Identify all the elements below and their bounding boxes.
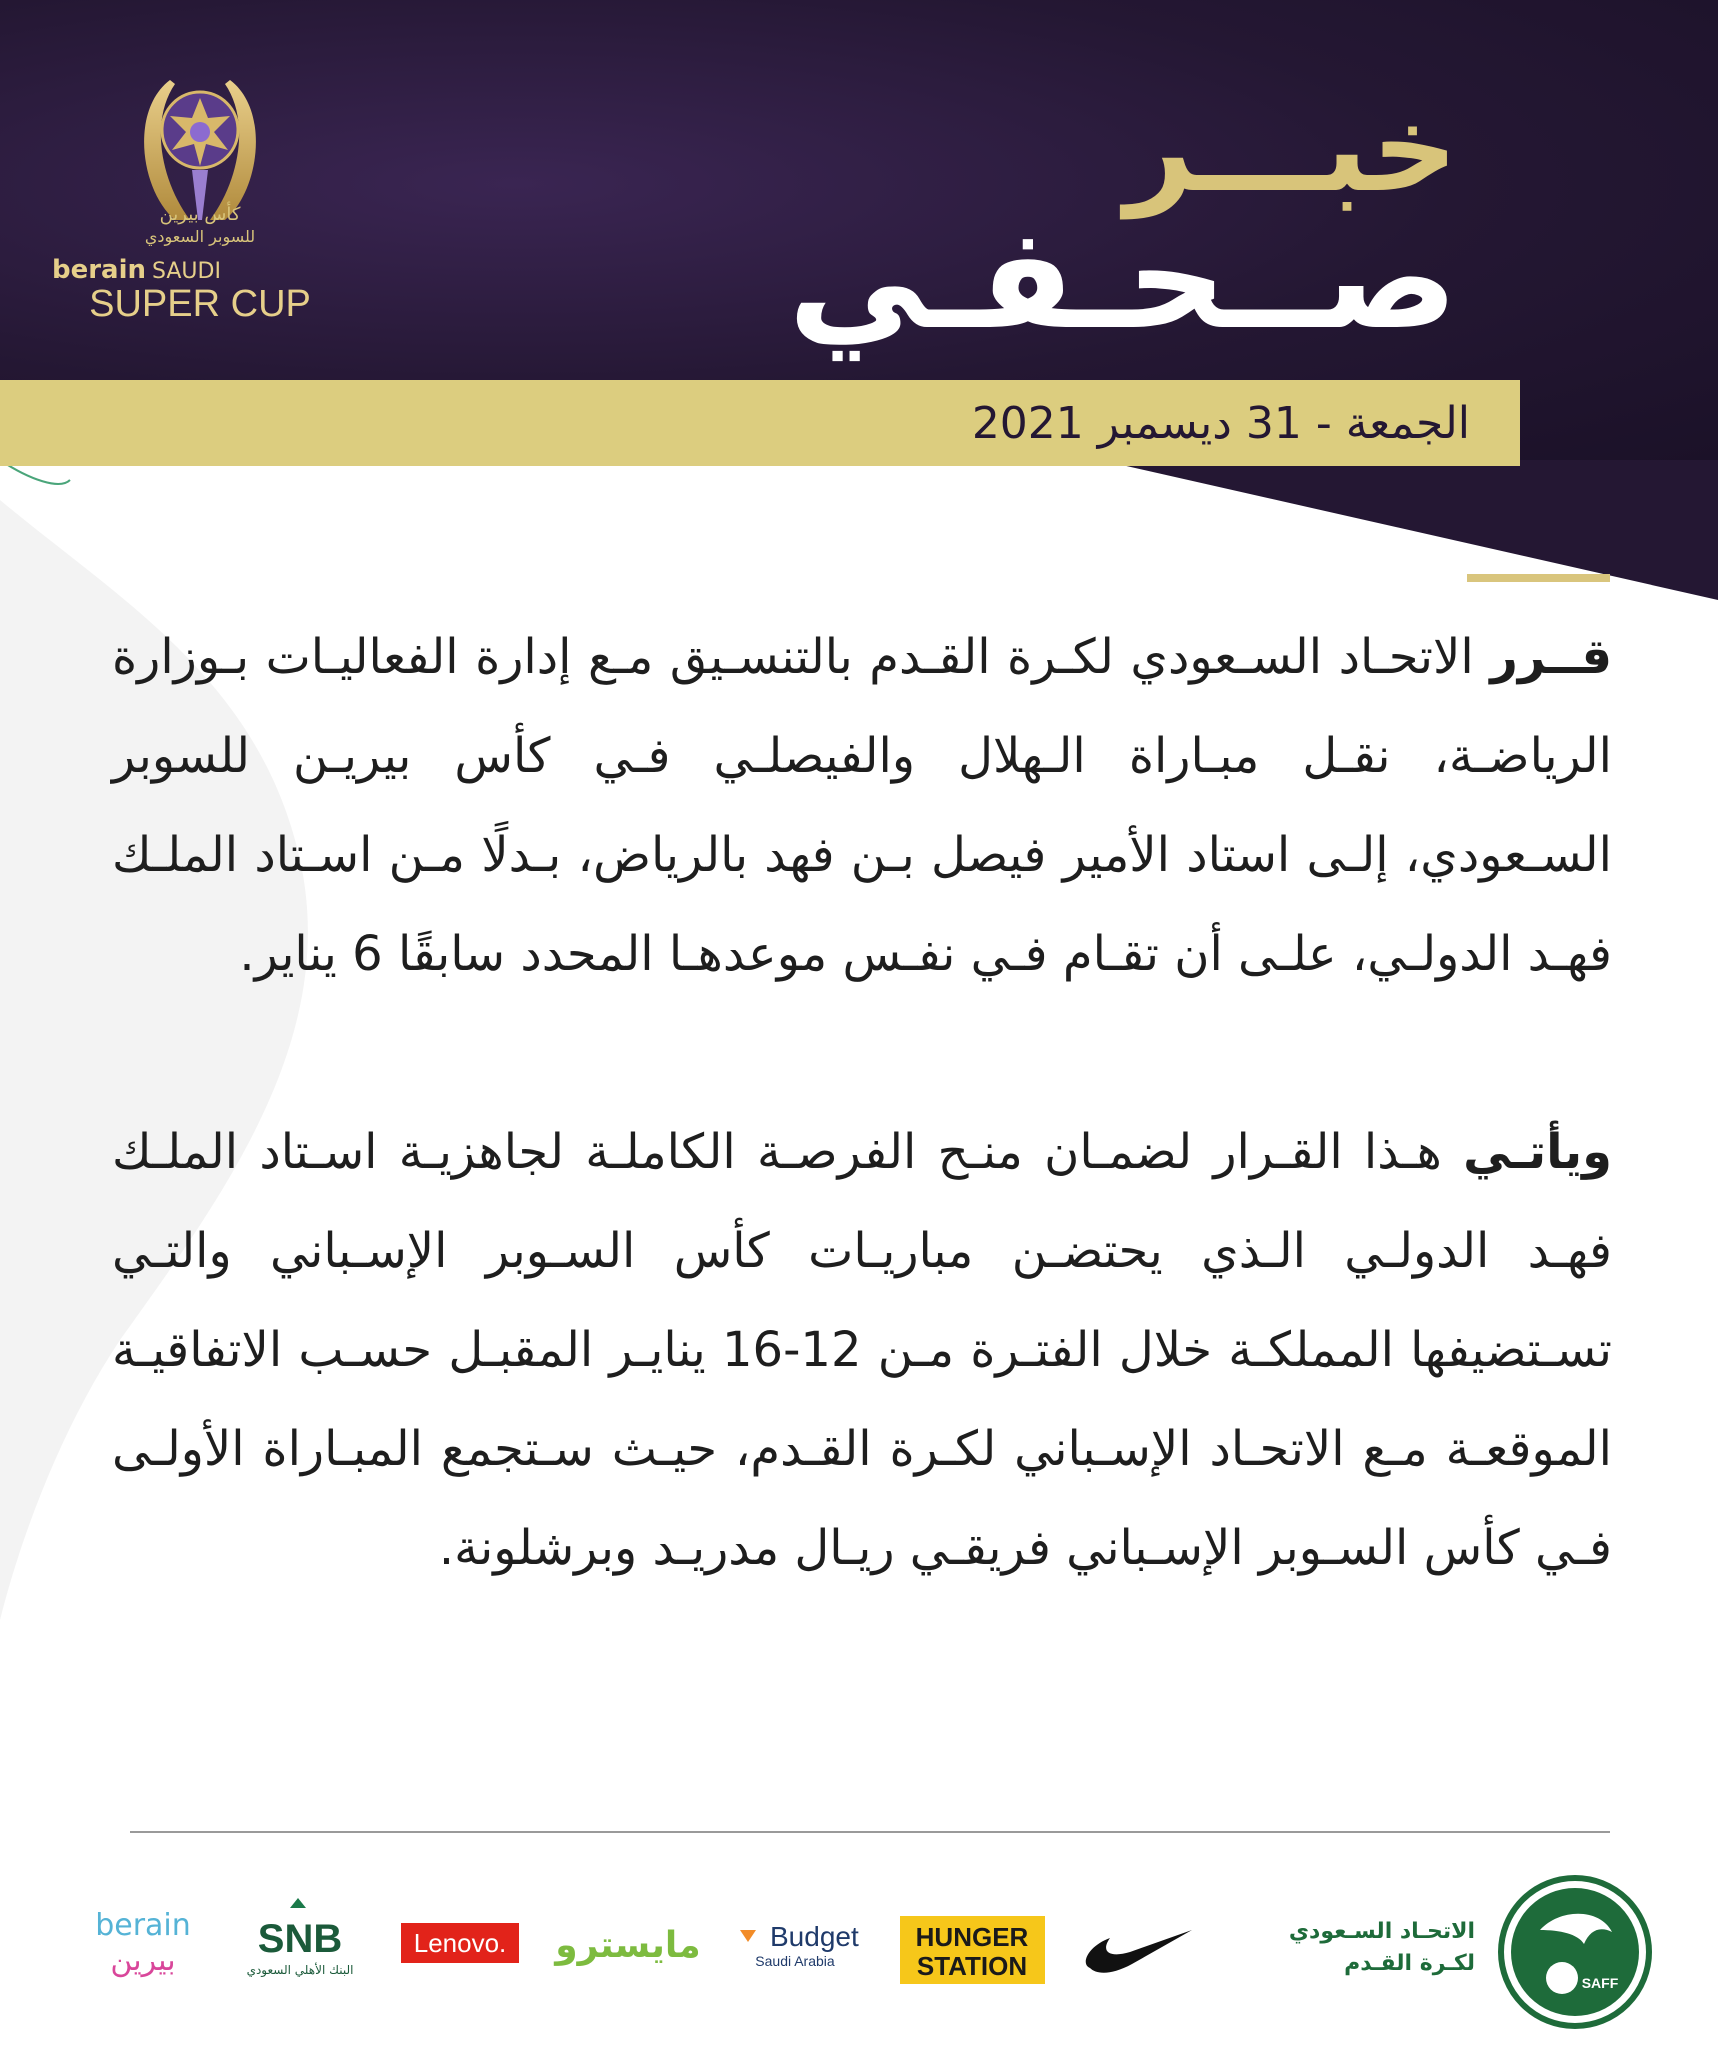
berain-logo-ar: بيرين xyxy=(110,1943,176,1978)
paragraph-2-lead: ويأتـي xyxy=(1463,1124,1612,1180)
logo-brand-suffix: SAUDI xyxy=(152,259,221,284)
date-text: الجمعة - 31 ديسمبر 2021 xyxy=(971,398,1470,449)
article-body xyxy=(112,608,1612,1598)
hunger-station-line2: STATION xyxy=(916,1951,1028,1981)
maestro-pizza-logo: مايسترو xyxy=(555,1925,701,1966)
snb-logo-text: SNB xyxy=(257,1917,343,1961)
snb-logo xyxy=(247,1898,354,1978)
paragraph-1-lead: قــرر xyxy=(1490,629,1612,685)
berain-logo xyxy=(95,1908,191,1978)
saff-logo-line1: الاتحـاد السـعودي xyxy=(1288,1919,1475,1944)
saff-logo xyxy=(1289,1878,1649,2026)
lenovo-logo-text: Lenovo. xyxy=(413,1928,507,1958)
budget-logo-sub: Saudi Arabia xyxy=(755,1953,835,1969)
logo-brand: berain xyxy=(51,255,146,285)
title-news: خبـــر xyxy=(1124,80,1458,219)
hunger-station-line1: HUNGER xyxy=(915,1922,1029,1952)
logo-super-cup: SUPER CUP xyxy=(89,283,311,325)
sponsor-strip xyxy=(0,1860,1718,2048)
berain-logo-en: berain xyxy=(95,1908,191,1943)
lenovo-logo xyxy=(401,1923,519,1963)
paragraph-2 xyxy=(112,1103,1612,1598)
logo-arabic-line1: كأس بيرين xyxy=(159,204,241,225)
gold-accent-rule xyxy=(1467,574,1610,582)
super-cup-logo xyxy=(51,70,320,340)
nike-swoosh-icon xyxy=(1086,1930,1192,1973)
title-press: صــحـفـي xyxy=(788,198,1458,361)
paragraph-1-text: الاتحـاد السـعودي لكـرة القـدم بالتنسـيق مـع إدارة الفعاليـات بـوزارة الرياضـة، نقـل مبـاراة الـهلال والفيصلـي فـي كأس بيريـن للسوبر السـعودي، إلـى استاد الأمير فيصل بـن فهد بالرياض، بـدلًا مـن اسـتاد الملـك فهـد الدولـي، علـى أن تقـام فـي نفـس موعدهـا المحدد سابقًا 6 يناير. xyxy=(112,629,1612,982)
logo-arabic-line2: للسوبر السعودي xyxy=(144,227,256,246)
saff-logo-line2: لكـرة القـدم xyxy=(1344,1951,1475,1976)
paragraph-1 xyxy=(112,608,1612,1004)
budget-logo-text: Budget xyxy=(770,1921,859,1952)
hunger-station-logo xyxy=(900,1916,1045,1984)
budget-logo xyxy=(740,1921,859,1969)
paragraph-2-text: هـذا القـرار لضمـان منـح الفرصـة الكاملـة لجاهزيـة اسـتاد الملـك فهـد الدولـي الـذي يحتضـن مباريـات كأس السـوبر الإسـباني والتـي تسـتضيفها المملكـة خلال الفتـرة مـن 12-16 ينايـر المقبـل حسـب الاتفاقيـة الموقعـة مـع الاتحـاد الإسـباني لكـرة القـدم، حيـث سـتجمع المبـاراة الأولـى فـي كأس السـوبر الإسـباني فريقـي ريـال مدريـد وبرشلونة. xyxy=(112,1124,1613,1576)
saff-badge-text: SAFF xyxy=(1581,1975,1619,1991)
footer-divider xyxy=(130,1831,1610,1833)
snb-logo-sub: البنك الأهلي السعودي xyxy=(246,1963,354,1977)
